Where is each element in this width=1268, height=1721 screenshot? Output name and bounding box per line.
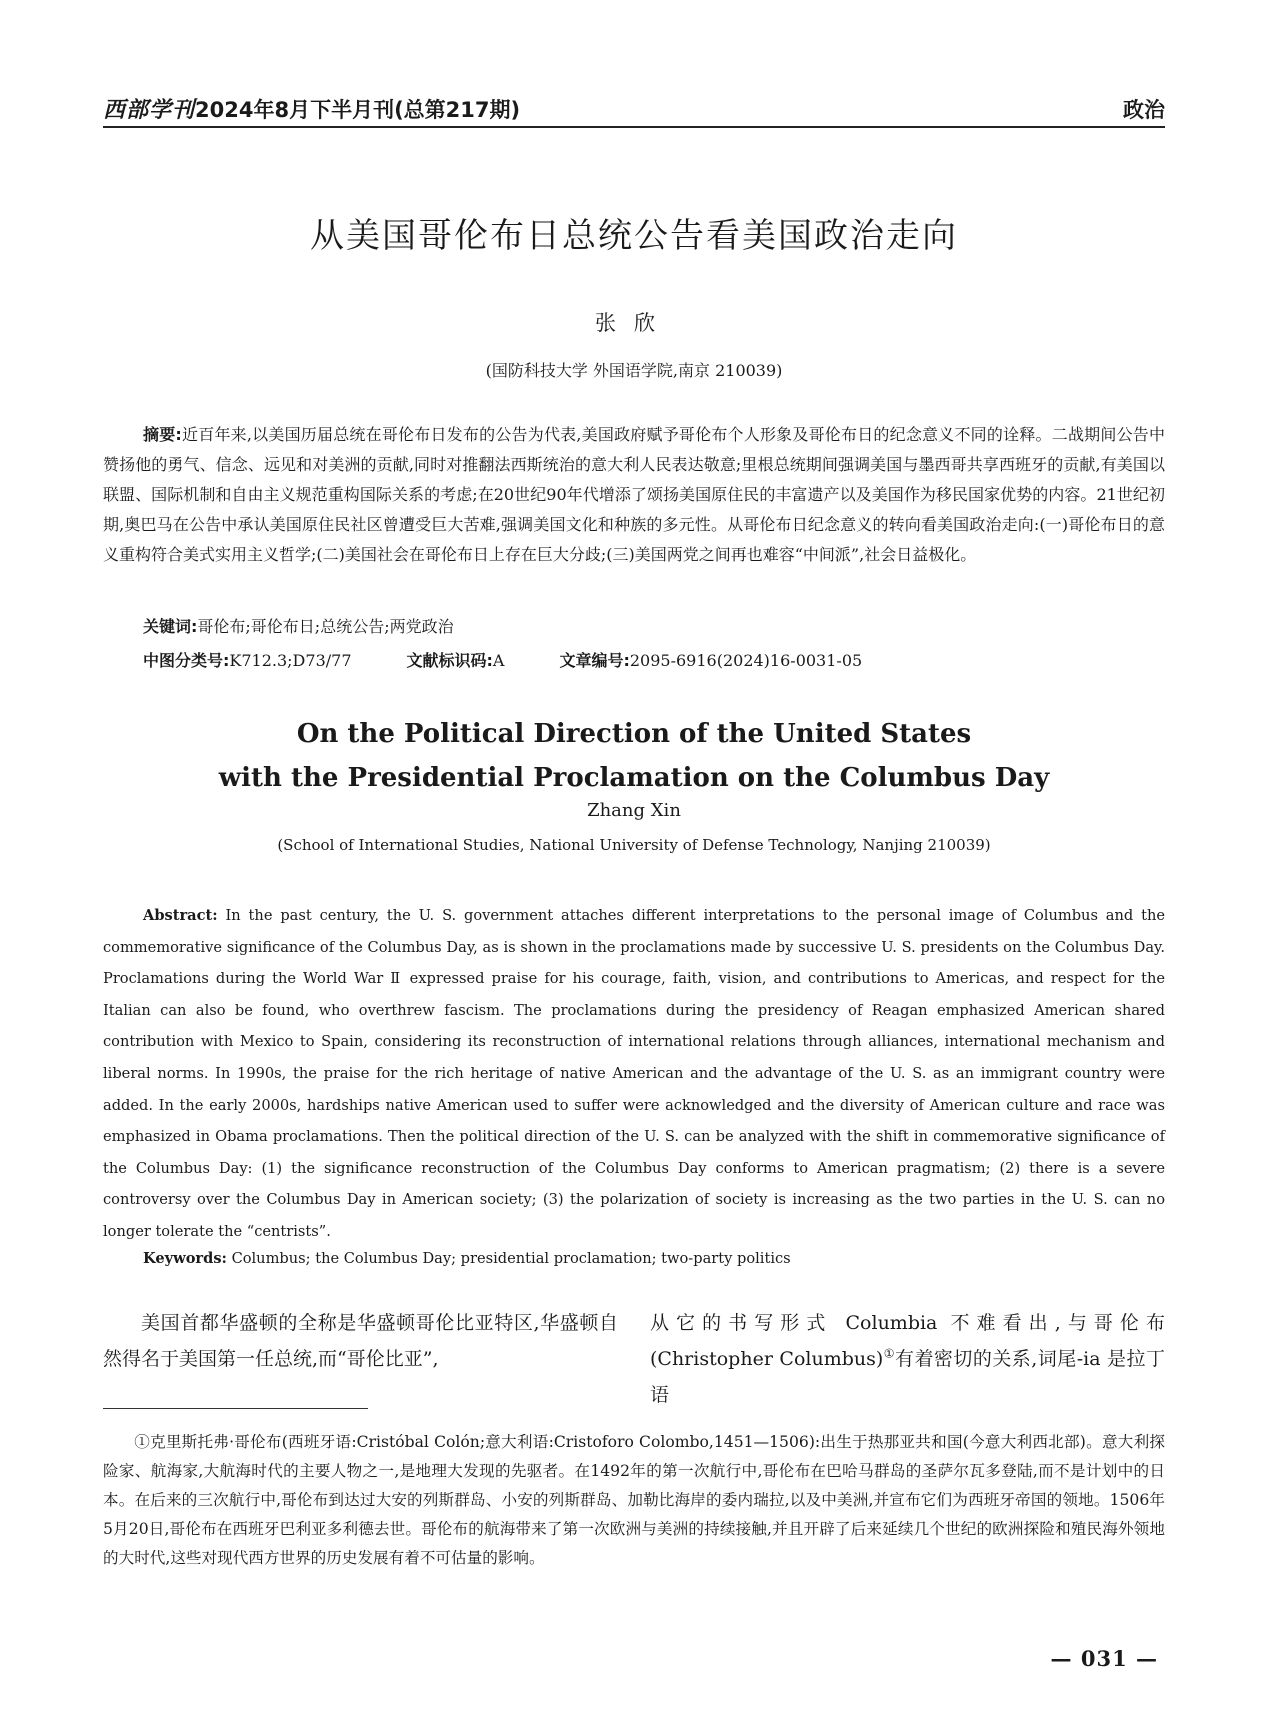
- classification-line: [143, 646, 1165, 676]
- journal-logo: 西部学刊: [103, 97, 196, 123]
- keywords-cn: [143, 612, 1165, 642]
- abstract-en-text: In the past century, the U. S. government attaches different interpretations to the personal image of Columbus and the commemorative significance of the Columbus Day, as is shown in the proclamations made by successive U. S. presidents on the Columbus Day. Proclamations during the World War Ⅱ expressed praise for his courage, faith, vision, and contributions to Americas, and respect for the Italian can also be found, who overthrew fascism. The proclamations during the presidency of Reagan emphasized American shared contribution with Mexico to Spain, considering its reconstruction of international relations through alliances, international mechanism and liberal norms. In 1990s, the praise for the rich heritage of native American and the advantage of the U. S. as an immigrant country were added. In the early 2000s, hardships native American used to suffer were acknowledged and the diversity of American culture and race was emphasized in Obama proclamations. Then the political direction of the U. S. can be analyzed with the shift in commemorative significance of the Columbus Day: (1) the significance reconstruction of the Columbus Day conforms to American pragmatism; (2) there is a severe controversy over the Columbus Day in American society; (3) the polarization of society is increasing as the two parties in the U. S. can no longer tolerate the “centrists”.: [103, 907, 1166, 1240]
- abstract-cn: [103, 420, 1165, 570]
- doc-value: A: [492, 651, 505, 670]
- abstract-en: [103, 900, 1165, 1248]
- footnote-1: ①克里斯托弗·哥伦布(西班牙语:Cristóbal Colón;意大利语:Cristoforo Colombo,1451—1506):出生于热那亚共和国(今意大利西北部)。意大利探险家、航海家,大航海时代的主要人物之一,是地理大发现的先驱者。在1492年的第一次航行中,哥伦布在巴哈马群岛的圣萨尔瓦多登陆,而不是计划中的日本。在后来的三次航行中,哥伦布到达过大安的列斯群岛、小安的列斯群岛、加勒比海岸的委内瑞拉,以及中美洲,并宣布它们为西班牙帝国的领地。1506年5月20日,哥伦布在西班牙巴利亚多利德去世。哥伦布的航海带来了第一次欧洲与美洲的持续接触,并且开辟了后来延续几个世纪的欧洲探险和殖民海外领地的大时代,这些对现代西方世界的历史发展有着不可估量的影响。: [103, 1433, 1165, 1567]
- keywords-en: [143, 1244, 1165, 1274]
- article-title-cn: 从美国哥伦布日总统公告看美国政治走向: [310, 216, 958, 256]
- keywords-cn-text: 哥伦布;哥伦布日;总统公告;两党政治: [197, 617, 454, 636]
- header-left: [103, 93, 520, 124]
- author-name-en: Zhang Xin: [587, 800, 681, 821]
- header-rule: [103, 126, 1165, 128]
- affiliation-en: (School of International Studies, National University of Defense Technology, Nanjing 210039): [277, 836, 991, 854]
- body-column-left: 美国首都华盛顿的全称是华盛顿哥伦比亚特区,华盛顿自然得名于美国第一任总统,而“哥伦比亚”,: [103, 1312, 618, 1370]
- clc-label: 中图分类号:: [143, 651, 230, 670]
- body-right-text-1: 从它的书写形式 Columbia 不难看出,与哥伦布(Christopher Columbus): [650, 1312, 1165, 1370]
- affiliation-cn: (国防科技大学 外国语学院,南京 210039): [485, 361, 783, 380]
- keywords-en-text: Columbus; the Columbus Day; presidential proclamation; two-party politics: [231, 1250, 791, 1267]
- body-column-right: [650, 1305, 1165, 1413]
- article-number: [559, 646, 862, 676]
- issue-info: 2024年8月下半月刊(总第217期): [195, 98, 521, 122]
- article-value: 2095-6916(2024)16-0031-05: [629, 651, 863, 670]
- article-label: 文章编号:: [559, 651, 630, 670]
- document-code: [407, 646, 505, 676]
- footnote-reference[interactable]: ①: [883, 1346, 895, 1361]
- running-header: [103, 88, 1165, 124]
- abstract-cn-label: 摘要:: [143, 425, 182, 444]
- article-title-en: [103, 712, 1165, 800]
- doc-label: 文献标识码:: [406, 651, 493, 670]
- footnote-rule: [103, 1408, 368, 1409]
- author-name-cn: 张欣: [595, 311, 673, 335]
- abstract-cn-text: 近百年来,以美国历届总统在哥伦布日发布的公告为代表,美国政府赋予哥伦布个人形象及哥伦布日的纪念意义不同的诠释。二战期间公告中赞扬他的勇气、信念、远见和对美洲的贡献,同时对推翻法西斯统治的意大利人民表达敬意;里根总统期间强调美国与墨西哥共享西班牙的贡献,有美国以联盟、国际机制和自由主义规范重构国际关系的考虑;在20世纪90年代增添了颂扬美国原住民的丰富遗产以及美国作为移民国家优势的内容。21世纪初期,奥巴马在公告中承认美国原住民社区曾遭受巨大苦难,强调美国文化和种族的多元性。从哥伦布日纪念意义的转向看美国政治走向:(一)哥伦布日的意义重构符合美式实用主义哲学;(二)美国社会在哥伦布日上存在巨大分歧;(三)美国两党之间再也难容“中间派”,社会日益极化。: [103, 425, 1165, 564]
- clc-code: [143, 646, 352, 676]
- body-right-text-2: 有着密切的关系,词尾-ia 是拉丁语: [650, 1348, 1165, 1406]
- keywords-en-label: Keywords:: [143, 1250, 227, 1267]
- title-en-line-2: with the Presidential Proclamation on the Columbus Day: [218, 763, 1050, 793]
- body-text: [103, 1305, 1165, 1413]
- keywords-cn-label: 关键词:: [143, 617, 198, 636]
- abstract-en-label: Abstract:: [143, 907, 218, 924]
- page-number: — 031 —: [1050, 1646, 1158, 1671]
- title-en-line-1: On the Political Direction of the United States: [296, 719, 972, 749]
- section-name: 政治: [1123, 98, 1165, 122]
- clc-value: K712.3;D73/77: [229, 651, 352, 670]
